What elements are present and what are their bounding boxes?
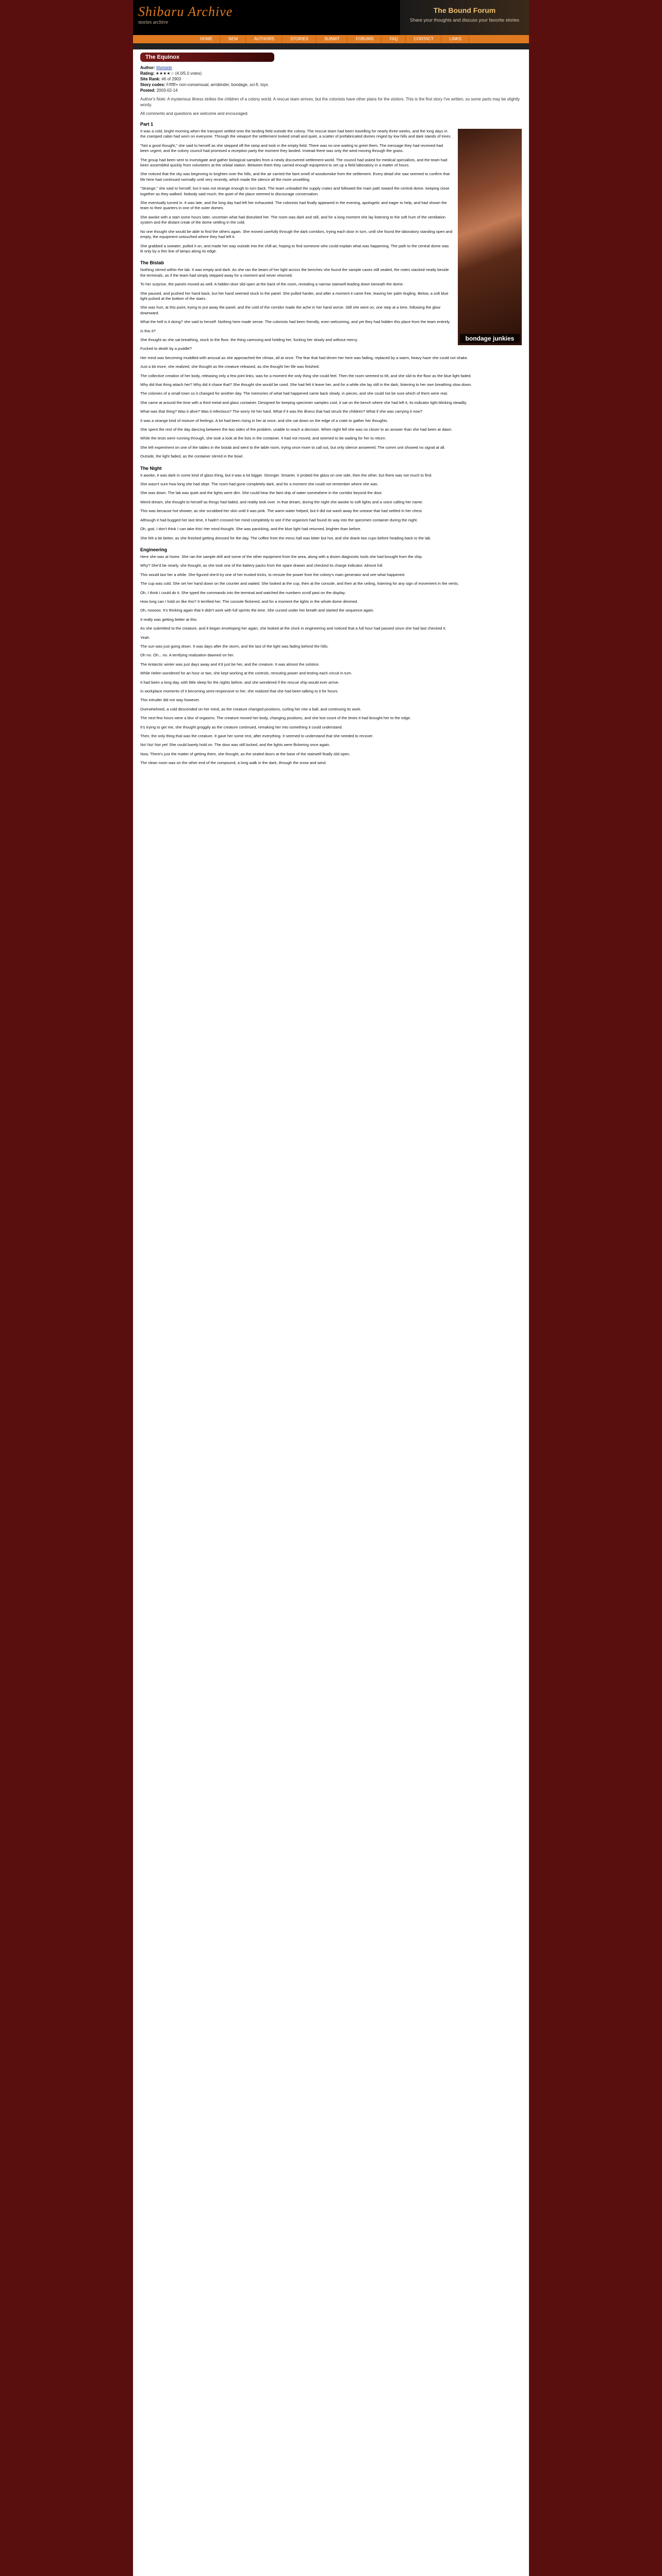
- nav-item-authors[interactable]: AUTHORS: [247, 35, 282, 43]
- story-paragraph: Oh, god, I don't think I can take this! Her mind thought. She was panicking, and the blue light had returned, brighter than before.: [140, 527, 361, 532]
- story-paragraph: Overwhelmed, a cold descended on her mind, as the creature changed positions, curling her into a ball, and continuing its work.: [140, 706, 361, 711]
- story-paragraph: This was because hot shower, as she scrubbed her skin until it was pink. The warm water helped, but it did not wash away the unease that had settled in her chest.: [140, 509, 423, 514]
- promo-photo[interactable]: [458, 129, 522, 345]
- story-paragraph: Oh no. Oh... no. A terrifying realization dawned on her.: [140, 653, 235, 658]
- nav-item-new[interactable]: NEW: [221, 35, 246, 43]
- nav-item-home[interactable]: HOME: [193, 35, 220, 43]
- story-paragraph: Is this it?: [140, 328, 156, 333]
- story-paragraph: Now, There's just the matter of getting them, she thought, as the sealed doors at the base of the stairwell finally slid open.: [140, 751, 351, 756]
- story-title: The Equinox: [140, 53, 274, 62]
- nav-item-faq[interactable]: FAQ: [383, 35, 406, 43]
- authors-note: Author's Note: A mysterious illness strikes the children of a colony world. A rescue team arrives, but the colonists have other plans for the visitors. This is the first story I've written, so some parts may be slightly wordy.: [140, 97, 520, 107]
- story-paragraph: It was a strange kind of mixture of feelings. A lot had been rising in her at once, and she sat down on the edge of a crate to gather her thoughts.: [140, 418, 388, 423]
- sub-nav-bar: [133, 43, 529, 49]
- site-logo[interactable]: [138, 4, 233, 25]
- promo-subtitle: Share your thoughts and discuss your favorite stories: [409, 18, 520, 23]
- author-label: Author:: [140, 65, 155, 70]
- section-heading: The Night: [140, 465, 162, 471]
- story-paragraph: "Not a good thought," she said to herself as she stepped off the ramp and took in the empty field. There was no one waiting to greet them. The message they had received had been urgent, and the colony council had promised a reception party the moment they landed. Instead there was only the wind moving through the grass.: [140, 143, 443, 154]
- story-paragraph: She awoke with a start some hours later, uncertain what had disturbed her. The room was dark and still, and for a long moment she lay listening to the soft hum of the ventilation system and the distant creak of the dome settling in the cold.: [140, 214, 446, 225]
- story-paragraph: Weird dream, she thought to herself as things had faded, and reality took over. In that dream, during the night she awoke to soft lights and a voice calling her name.: [140, 499, 423, 504]
- story-paragraph: Although it had bugged her last time, it hadn't crossed her mind completely to see if the organism had found its way into the specimen container during the night.: [140, 517, 418, 522]
- feedback-note: All comments and questions are welcome and encouraged.: [140, 111, 249, 116]
- site-rank-value: #6 of 2903: [161, 77, 181, 81]
- story-paragraph: The collective creation of her body, releasing only a few joint links, was for a moment the only thing she could feel. Then the room seemed to tilt, and she slid to the floor as the blue light faded.: [140, 373, 472, 378]
- story-paragraph: Oh, I think I could do it. She typed the commands into the terminal and watched the numbers scroll past on the display.: [140, 590, 346, 595]
- story-paragraph: No one thought she would be able to find the others again. She moved carefully through the dark corridors, trying each door in turn, until she found the laboratory standing open and empty, the equipment untouched where they had left it.: [140, 229, 453, 240]
- story-paragraph: The clean room was on the other end of the compound, a long walk in the dark, through the snow and wind.: [140, 760, 327, 766]
- story-paragraph: The colonies of a small town so it changed for another day. The memories of what had happened came back slowly, in pieces, and she could not be sure which of them were real.: [140, 391, 448, 396]
- story-paragraph: She eventually turned in. It was late, and the long day had left her exhausted. The colonists had finally appeared in the evening, apologetic and eager to help, and had shown the team to their quarters in one of the outer domes.: [140, 200, 447, 211]
- rating-value: (4.0/5.0 votes): [175, 71, 202, 76]
- story-codes-label: Story codes:: [140, 82, 166, 87]
- story-paragraph: What was that thing? Was it alive? Was it infectious? The worry hit her hard. What if it was the illness that had struck the children? What if she was carrying it now?: [140, 409, 423, 414]
- story-paragraph: The next few hours were a blur of orgasms. The creature moved her body, changing positions, and she lost count of the times it had brought her to the edge.: [140, 716, 411, 721]
- story-paragraph: As she submitted to the creature, and it began enveloping her again, she looked at the clock in engineering and noticed that a full hour had passed since she had last checked it.: [140, 626, 446, 631]
- story-paragraph: She was hurt, at this point, trying to put away the panel, and the cold of the corridor made the ache in her hand worse. Still she went on, one step at a time, following the glow downward.: [140, 305, 441, 315]
- nav-item-stories[interactable]: STORIES: [283, 35, 316, 43]
- nav-item-contact[interactable]: CONTACT: [407, 35, 441, 43]
- story-paragraph: The cup was cold. She set her hand down on the counter and waited. She looked at the cup, then at the console, and then at the ceiling, listening for any sign of movement in the vents.: [140, 581, 459, 586]
- story-paragraph: She thought as she sat breathing, stuck to the floor, the thing caressing and holding her, fucking her slowly and without mercy.: [140, 337, 358, 342]
- story-paragraph: Here she was at home. She ran the sample drill and some of the other equipment from the area, along with a dozen diagnostic tools she had brought from the ship.: [140, 554, 423, 559]
- posted-label: Posted:: [140, 88, 156, 93]
- posted-value: 2003-02-14: [156, 88, 178, 93]
- story-paragraph: Just a bit more, she realized, she thought as the creature released, as she thought her life was finished.: [140, 364, 320, 369]
- story-paragraph: This intruder did not stay however.: [140, 698, 200, 703]
- story-paragraph: Yeah.: [140, 635, 151, 640]
- story-paragraph: She wasn't sure how long she had slept. The room had gone completely dark, and for a moment she could not remember where she was.: [140, 482, 378, 487]
- story-paragraph: Nothing stirred within the lab. It was empty and dark. As she ran the beam of her light across the benches she found the sample cases still sealed, the notes stacked neatly beside the terminals, as if the team had simply stepped away for a moment and never returned.: [140, 267, 449, 278]
- story-paragraph: Her mind was becoming muddled with arousal as she approached the climax, all at once. The fear that had driven her here was fading, replaced by a warm, heavy haze she could not shake.: [140, 355, 468, 360]
- forum-promo-banner[interactable]: [400, 0, 529, 35]
- main-nav: [133, 35, 529, 43]
- nav-item-links[interactable]: LINKS: [442, 35, 469, 43]
- story-paragraph: Why? She'd be nearly, she thought, as she took one of the battery packs from the spare drawer and checked its charge indicator. Almost full.: [140, 563, 384, 568]
- photo-caption: bondage junkies: [460, 334, 520, 343]
- story-paragraph: It was a cold, bright morning when the transport settled onto the landing field outside the colony. The rescue team had been travelling for nearly three weeks, and the long days in the cramped cabin had worn on everyone. Through the viewport the settlement looked small and quiet, a scatter of prefabricated domes ringed by low hills and dark stands of trees.: [140, 129, 452, 139]
- story-paragraph: What the hell is it doing? she said to herself. Nothing here made sense. The colonists had been friendly, even welcoming, and yet they had hidden this place from the team entirely.: [140, 319, 451, 325]
- story-paragraph: It really was getting better at this.: [140, 617, 198, 622]
- section-heading: The Bistab: [140, 260, 164, 266]
- story-paragraph: She paused, and pushed her hand back, but her hand seemed stuck to the panel. She pulled harder, and after a moment it came free, leaving her palm tingling. Below, a soft blue light pulsed at the bottom of the stairs.: [140, 291, 449, 301]
- story-paragraph: She felt a bit better, as she finished getting dressed for the day. The coffee from the mess hall was bitter but hot, and she drank two cups before heading back to the lab.: [140, 535, 432, 540]
- story-paragraph: While Helen wondered for an hour or two, she kept working at the controls, rerouting power and testing each circuit in turn.: [140, 671, 353, 676]
- story-paragraph: "Strange," she said to herself, but it was not strange enough to turn back. The team unloaded the supply crates and followed the main path toward the central dome, keeping close together as they walked. Nobody said much; the quiet of the place seemed to discourage conversation.: [140, 186, 450, 196]
- site-tagline: stories archive: [138, 20, 169, 25]
- author-link[interactable]: Marlaide: [156, 65, 172, 70]
- story-paragraph: She grabbed a sweater, pulled it on, and made her way outside into the chill air, hoping to find someone who could explain what was happening. The path to the central dome was lit only by a thin line of lamps along its edge.: [140, 243, 449, 253]
- story-paragraph: She was down. The lab was quiet and the lights were dim. She could hear the faint drip of water somewhere in the corridor beyond the door.: [140, 490, 383, 496]
- story-paragraph: While the tests were running through, she took a look at the lists in the container. It had not moved, and seemed to be waiting for her to return.: [140, 436, 386, 441]
- story-paragraph: Fucked to death by a puddle?: [140, 346, 192, 351]
- site-logo-text: Shibaru Archive: [138, 4, 233, 19]
- section-heading: Part 1: [140, 122, 154, 127]
- story-paragraph: She came at around the time with a third metal and glass container. Designed for keeping specimen samples cool, it sat on the bench where she had left it, its indicator light blinking steadily.: [140, 400, 467, 405]
- page-frame: [133, 0, 529, 2576]
- story-paragraph: To her surprise, the panels moved as well. A hidden door slid open at the back of the room, revealing a narrow stairwell leading down beneath the dome.: [140, 282, 404, 287]
- section-heading: Engineering: [140, 547, 168, 552]
- story-paragraph: It had been a long day, with little sleep for the nights before, and she wondered if the rescue ship would ever arrive.: [140, 680, 340, 685]
- story-body: [140, 122, 522, 766]
- story-codes-value: F/f/ff/+ non-consensual, armbinder, bondage, sci-fi, toys: [166, 82, 268, 87]
- story-paragraph: The sun was just going down. It was days after the storm, and the last of the light was fading behind the hills.: [140, 643, 329, 649]
- site-banner: [133, 0, 529, 35]
- story-paragraph: The group had been sent to investigate and gather biological samples from a newly discovered settlement world. The council had asked for medical specialists, and the team had been assembled quickly from volunteers at the orbital station. Between them they carried enough equipment to set up a field laboratory in a matter of hours.: [140, 157, 448, 168]
- story-paragraph: Then, the only thing that was the creature. It gave her some rest, after everything. It seemed to understand that she needed to recover.: [140, 734, 374, 739]
- nav-item-forums[interactable]: FORUMS: [349, 35, 382, 43]
- promo-title: The Bound Forum: [433, 6, 496, 14]
- story-paragraph: The Antarctic winter was just days away and it'd just be her, and the creature. It was almost the solstice.: [140, 662, 320, 667]
- story-paragraph: It's trying to get me, she thought groggily as the creature continued, remaking her into something it could understand.: [140, 724, 343, 730]
- story-paragraph: In workplace moments of it becoming semi-responsive to her, she realized that she had been talking to it for hours.: [140, 689, 339, 693]
- story-paragraph: She left experiment on one of the tables in the bistab and went to the table room, trying once more to call out, but only silence answered. The comm unit showed no signal at all.: [140, 445, 445, 450]
- nav-item-submit[interactable]: SUBMIT: [317, 35, 347, 43]
- story-paragraph: No! No! Not yet! She could barely hold on. The door was still locked, and the lights were flickering once again.: [140, 742, 330, 748]
- site-rank-label: Site Rank:: [140, 77, 161, 81]
- story-paragraph: She noticed that the sky was beginning to brighten over the hills, and the air carried the faint smell of woodsmoke from the settlement. Every detail she saw seemed to confirm that life here had continued normally until very recently, which made the silence all the more unsettling.: [140, 172, 450, 182]
- story-paragraph: Outside, the light faded, as the container stirred in the bowl.: [140, 454, 244, 459]
- story-content: [133, 49, 529, 773]
- story-paragraph: She spent the rest of the day dancing between the two sides of the problem, unable to reach a decision. When night fell she was no closer to an answer than she had been at dawn.: [140, 427, 453, 432]
- story-meta: [140, 65, 522, 93]
- story-paragraph: Oh, nooooo. It's thinking again that it didn't work with full sprints the time. She cursed under her breath and started the sequence again.: [140, 608, 374, 613]
- rating-stars: ★★★★☆: [155, 71, 174, 76]
- story-paragraph: Why did that thing attach her? Why did it chase that? She thought she would be used. She had felt it leave her, and for a while she lay still in the dark, listening to her own breathing slow down.: [140, 382, 472, 387]
- story-paragraph: How long can I hold on like this? It terrified her. The console flickered, and for a moment the lights in the whole dome dimmed.: [140, 599, 358, 604]
- story-paragraph: This would last her a while. She figured she'd try one of her trusted tricks, to reroute the power from the colony's main generator and see what happened.: [140, 572, 406, 577]
- rating-label: Rating:: [140, 71, 155, 76]
- story-paragraph: It awoke, it was dark in some kind of glass thing, but it was a lot bigger. Stronger. Smarter. It probed the glass on one side, then the other, but there was not much to find.: [140, 472, 433, 478]
